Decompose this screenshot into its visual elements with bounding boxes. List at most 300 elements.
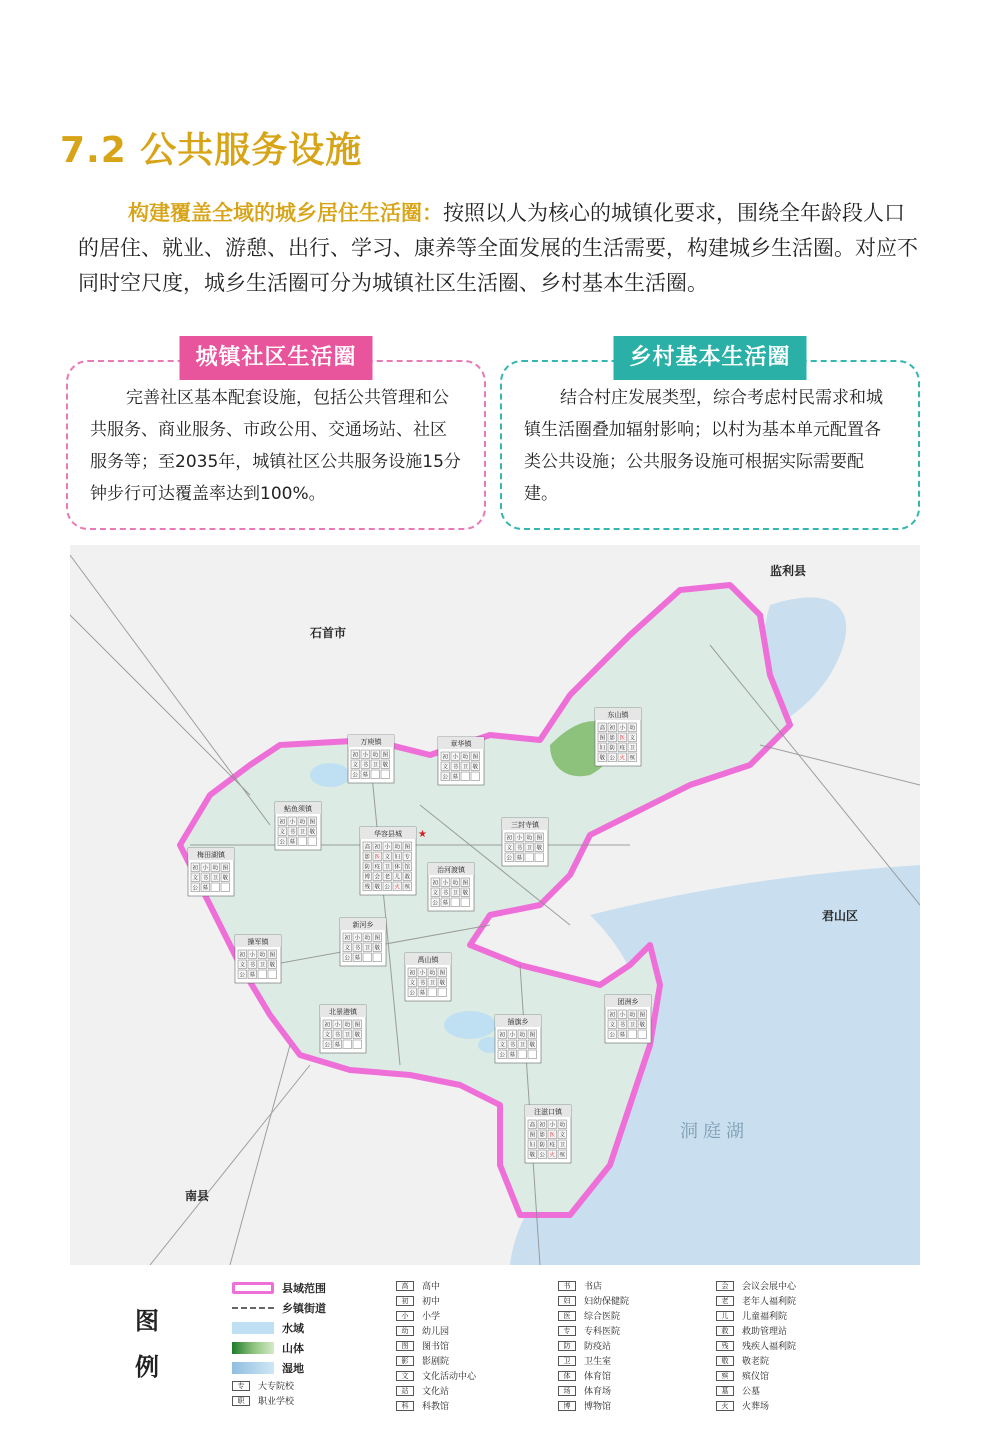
legend-col-3 [716,1278,796,1413]
facility-icon: 妇 [599,745,605,752]
facility-icon: 幼 [429,970,435,977]
facility-icon: 卫 [344,1032,350,1039]
facility-icon: 文 [344,945,350,952]
legend-item [396,1323,476,1338]
legend-symbol-icon: 幼 [396,1326,414,1336]
facility-cell [363,953,372,962]
facility-icon: 卫 [259,962,265,969]
facility-icon: 墓 [362,772,368,779]
town-facility-block [275,802,321,850]
facility-icon: 初 [324,1022,330,1029]
facility-icon: 敬 [529,1152,535,1159]
facility-icon: 儿 [394,874,400,881]
facility-icon: 书 [289,829,295,836]
facility-cell [461,772,470,781]
facility-icon: 卫 [462,764,468,771]
legend-label: 小学 [422,1312,441,1322]
legend-vocational: 职 职业学校 [232,1393,326,1408]
facility-icon: 馆 [404,864,410,871]
facility-icon: 敬 [462,890,468,897]
facility-icon: 公 [432,900,438,907]
legend-item [396,1383,476,1398]
facility-cell [211,883,220,892]
facility-icon: 文 [352,762,358,769]
facility-icon: 公 [279,839,285,846]
facility-icon: 文 [279,829,285,836]
facility-icon: 初 [239,952,245,959]
legend-label: 体育馆 [584,1372,612,1382]
facility-icon: 火 [394,884,400,891]
inland-lake-2 [444,1011,496,1039]
town-name-label: 禹山镇 [417,957,439,964]
neighbor-label-nanxian: 南县 [185,1189,210,1203]
facility-icon: 图 [354,1022,360,1029]
facility-icon: 敬 [439,980,445,987]
facility-icon: 小 [619,725,625,732]
legend-label: 初中 [422,1297,441,1307]
legend-symbol-icon: 初 [396,1296,414,1306]
facility-icon: 疫 [374,864,380,871]
legend-symbol-icon: 影 [396,1356,414,1366]
facility-icon: 书 [442,890,448,897]
legend-item [558,1338,629,1353]
town-name-label: 梅田湖镇 [197,852,225,859]
facility-icon: 公 [609,1032,615,1039]
facility-icon: 小 [289,819,295,826]
facility-icon: 图 [222,865,228,872]
facility-icon: 图 [404,844,410,851]
facility-icon: 图 [462,880,468,887]
facility-cell [308,837,317,846]
facility-icon: 敬 [599,755,605,762]
facility-icon: 小 [334,1022,340,1029]
facility-icon: 墓 [516,855,522,862]
facility-icon: 初 [374,844,380,851]
legend-item [396,1398,476,1413]
legend-label: 幼儿园 [422,1327,450,1337]
legend-label: 体育场 [584,1387,612,1397]
facility-icon: 幼 [526,835,532,842]
inland-lake-1 [310,763,350,787]
facility-icon: 火 [619,755,625,762]
legend-label: 卫生室 [584,1357,612,1367]
facility-icon: 医 [374,854,380,861]
legend-symbol-icon: 妇 [558,1296,576,1306]
legend-symbol-icon: 博 [558,1401,576,1411]
town-name-label: 治河渡镇 [437,867,465,874]
intro-paragraph [78,196,920,301]
facility-icon: 妇 [529,1142,535,1149]
facility-icon: 幼 [259,952,265,959]
facility-icon: 小 [384,844,390,851]
facility-icon: 公 [609,755,615,762]
facility-icon: 敬 [309,829,315,836]
town-facility-block [405,953,451,1001]
legend-item [716,1308,796,1323]
county-seat-star-icon: ★ [418,829,427,840]
facility-icon: 文 [409,980,415,987]
facility-icon: 书 [334,1032,340,1039]
legend-item [716,1353,796,1368]
facility-icon: 墓 [249,972,255,979]
facility-icon: 小 [354,935,360,942]
town-name-label: 操军镇 [247,939,269,946]
legend-label: 书店 [584,1282,603,1292]
legend-item [558,1293,629,1308]
facility-icon: 医 [549,1132,555,1139]
facility-icon: 图 [309,819,315,826]
facility-icon: 墓 [442,900,448,907]
legend-symbol-icon: 高 [396,1281,414,1291]
facility-cell [451,898,460,907]
legend-college: 专 大专院校 [232,1378,326,1393]
legend-label: 文化活动中心 [422,1372,477,1382]
facility-icon: 公 [442,774,448,781]
facility-icon: 妇 [394,854,400,861]
facility-icon: 书 [202,875,208,882]
facility-icon: 会 [374,874,380,881]
legend-item [716,1398,796,1413]
county-map [70,545,920,1265]
facility-icon: 公 [344,955,350,962]
facility-icon: 初 [352,752,358,759]
facility-icon: 老 [384,874,390,881]
legend-item [558,1368,629,1383]
facility-icon: 残 [364,884,370,891]
facility-cell [471,772,480,781]
facility-icon: 殡 [404,884,410,891]
town-name-label: 章华镇 [450,741,472,748]
legend-label: 博物馆 [584,1402,612,1412]
legend-water: 水域 [232,1318,326,1338]
facility-icon: 图 [472,754,478,761]
facility-icon: 墓 [619,1032,625,1039]
town-facility-block [360,827,416,895]
facility-icon: 幼 [364,935,370,942]
facility-icon: 敬 [222,875,228,882]
facility-icon: 幼 [629,725,635,732]
legend-symbol-icon: 残 [716,1341,734,1351]
facility-icon: 初 [506,835,512,842]
legend-item [716,1278,796,1293]
legend-symbol-icon: 专 [558,1326,576,1336]
facility-icon: 初 [499,1032,505,1039]
facility-icon: 初 [279,819,285,826]
facility-cell [373,953,382,962]
legend-item [558,1353,629,1368]
town-name-label: 万庾镇 [360,739,382,746]
town-name-label: 团洲乡 [617,999,639,1006]
legend-label: 影剧院 [422,1357,450,1367]
facility-icon: 公 [506,855,512,862]
legend-col-2 [558,1278,629,1413]
facility-icon: 小 [452,754,458,761]
town-name-label: 东山镇 [607,712,629,719]
facility-icon: 图 [382,752,388,759]
legend-item [396,1308,476,1323]
facility-icon: 防 [609,745,615,752]
facility-icon: 公 [352,772,358,779]
facility-icon: 墓 [419,990,425,997]
legend-symbol-icon: 火 [716,1401,734,1411]
facility-cell [258,970,267,979]
legend-label: 专科医院 [584,1327,621,1337]
legend-symbol-icon: 场 [558,1386,576,1396]
intro-text: 按照以人为核心的城镇化要求，围绕全年龄段人口的居住、就业、游憩、出行、学习、康养等全面发展的生活需要，构建城乡生活圈。对应不同时空尺度，城乡生活圈可分为城镇社区生活圈、乡村基本生活圈。 [78,201,918,295]
facility-icon: 医 [619,735,625,742]
facility-icon: 影 [364,854,370,861]
facility-icon: 公 [499,1052,505,1059]
legend-symbol-icon: 会 [716,1281,734,1291]
facility-icon: 卫 [364,945,370,952]
legend-item [716,1293,796,1308]
facility-cell [535,853,544,862]
facility-icon: 文 [629,735,635,742]
town-facility-block [320,1005,366,1053]
legend-symbol-icon: 殡 [716,1371,734,1381]
facility-cell [528,1050,537,1059]
facility-cell [343,1040,352,1049]
legend-symbol-icon: 儿 [716,1311,734,1321]
facility-icon: 卫 [384,864,390,871]
legend-county-boundary: 县域范围 [232,1278,326,1298]
town-circle-text: 完善社区基本配套设施，包括公共管理和公共服务、商业服务、市政公用、交通场站、社区服务等；至2035年，城镇社区公共服务设施15分钟步行可达覆盖率达到100%。 [90,388,461,504]
legend-label: 老年人福利院 [742,1297,797,1307]
town-facility-block [438,737,484,785]
legend-item [716,1338,796,1353]
facility-icon: 小 [419,970,425,977]
facility-icon: 初 [609,1012,615,1019]
map-canvas [70,545,920,1265]
town-name-label: 鲇鱼须镇 [284,806,312,813]
legend-label: 综合医院 [584,1312,621,1322]
legend-main-col [232,1278,326,1408]
town-facility-block [428,863,474,911]
facility-icon: 图 [439,970,445,977]
facility-icon: 卫 [629,1022,635,1029]
town-facility-block [235,935,281,983]
legend-symbol-icon: 防 [558,1341,576,1351]
facility-cell [518,1050,527,1059]
facility-icon: 幼 [519,1032,525,1039]
town-facility-block [188,848,234,896]
facility-cell [638,1030,647,1039]
facility-icon: 文 [506,845,512,852]
legend-symbol-icon: 体 [558,1371,576,1381]
facility-icon: 卫 [526,845,532,852]
facility-icon: 敬 [374,945,380,952]
legend-town-road: 乡镇街道 [232,1298,326,1318]
legend-symbol-icon: 老 [716,1296,734,1306]
facility-cell [353,1040,362,1049]
facility-icon: 图 [374,935,380,942]
facility-icon: 图 [529,1032,535,1039]
legend-symbol-icon: 医 [558,1311,576,1321]
legend-label: 防疫站 [584,1342,612,1352]
village-circle-tag: 乡村基本生活圈 [613,336,806,380]
facility-icon: 敬 [382,762,388,769]
intro-lead: 构建覆盖全域的城乡居住生活圈： [128,201,443,225]
facility-icon: 小 [619,1012,625,1019]
facility-cell [298,837,307,846]
facility-icon: 墓 [354,955,360,962]
legend-symbol-icon: 救 [716,1326,734,1336]
facility-icon: 初 [432,880,438,887]
facility-icon: 公 [324,1042,330,1049]
facility-icon: 公 [384,884,390,891]
legend-label: 会议会展中心 [742,1282,797,1292]
facility-icon: 小 [249,952,255,959]
village-circle-card [500,345,920,530]
map-legend [70,1268,920,1410]
legend-item [558,1278,629,1293]
town-name-label: 注滋口镇 [534,1109,562,1116]
facility-icon: 初 [609,725,615,732]
facility-icon: 高 [529,1122,535,1129]
facility-icon: 文 [559,1132,565,1139]
facility-icon: 初 [409,970,415,977]
legend-label: 文化站 [422,1387,450,1397]
facility-cell [381,770,390,779]
facility-icon: 小 [202,865,208,872]
facility-icon: 敬 [529,1042,535,1049]
facility-icon: 书 [354,945,360,952]
facility-icon: 防 [364,864,370,871]
facility-icon: 幼 [212,865,218,872]
legend-col-1 [396,1278,476,1413]
facility-icon: 小 [509,1032,515,1039]
section-title: 7.2 公共服务设施 [60,130,363,171]
village-circle-text: 结合村庄发展类型，综合考虑村民需求和城镇生活圈叠加辐射影响；以村为基本单元配置各类公共设施；公共服务设施可根据实际需要配建。 [524,388,883,504]
facility-icon: 图 [269,952,275,959]
facility-icon: 幼 [344,1022,350,1029]
facility-icon: 图 [599,735,605,742]
legend-symbol-icon: 小 [396,1311,414,1321]
facility-icon: 墓 [452,774,458,781]
town-facility-block [605,995,651,1043]
town-name-label: 北景港镇 [329,1009,357,1016]
legend-symbol-icon: 书 [558,1281,576,1291]
legend-item [716,1323,796,1338]
legend-item [716,1368,796,1383]
facility-icon: 敬 [639,1022,645,1029]
facility-icon: 文 [442,764,448,771]
facility-icon: 书 [419,980,425,987]
facility-cell [428,988,437,997]
legend-symbol-icon: 站 [396,1386,414,1396]
facility-cell [268,970,277,979]
facility-icon: 影 [539,1132,545,1139]
facility-cell [371,770,380,779]
facility-icon: 幼 [629,1012,635,1019]
legend-wetland: 湿地 [232,1358,326,1378]
legend-item [396,1293,476,1308]
facility-icon: 文 [192,875,198,882]
facility-icon: 敬 [374,884,380,891]
facility-icon: 敬 [269,962,275,969]
facility-icon: 救 [404,874,410,881]
facility-icon: 文 [609,1022,615,1029]
town-facility-block [340,918,386,966]
legend-item [558,1398,629,1413]
legend-symbol-icon: 卫 [558,1356,576,1366]
facility-icon: 文 [239,962,245,969]
legend-label: 高中 [422,1282,441,1292]
legend-item [396,1278,476,1293]
facility-icon: 书 [619,1022,625,1029]
neighbor-label-shishou: 石首市 [310,626,347,640]
facility-icon: 初 [539,1122,545,1129]
facility-icon: 图 [529,1132,535,1139]
facility-icon: 公 [409,990,415,997]
facility-icon: 幼 [462,754,468,761]
legend-label: 殡仪馆 [742,1372,770,1382]
town-facility-block [348,735,394,783]
legend-label: 残疾人福利院 [742,1342,797,1352]
facility-icon: 书 [249,962,255,969]
facility-icon: 卫 [629,745,635,752]
lake-label: 洞 庭 湖 [680,1121,745,1141]
facility-icon: 疫 [619,745,625,752]
facility-icon: 影 [609,735,615,742]
facility-icon: 幼 [452,880,458,887]
facility-icon: 卫 [452,890,458,897]
facility-icon: 小 [549,1122,555,1129]
legend-symbol-icon: 墓 [716,1386,734,1396]
facility-icon: 图 [536,835,542,842]
facility-cell [628,1030,637,1039]
facility-cell [461,898,470,907]
facility-icon: 卫 [372,762,378,769]
facility-icon: 专 [404,854,410,861]
facility-icon: 公 [239,972,245,979]
facility-icon: 初 [192,865,198,872]
facility-icon: 体 [394,864,400,871]
facility-icon: 墓 [509,1052,515,1059]
legend-symbol-icon: 文 [396,1371,414,1381]
facility-icon: 小 [362,752,368,759]
facility-icon: 图 [639,1012,645,1019]
town-facility-block [525,1105,571,1163]
facility-icon: 殡 [629,755,635,762]
legend-label: 儿童福利院 [742,1312,788,1322]
facility-icon: 初 [344,935,350,942]
legend-mountain: 山体 [232,1338,326,1358]
facility-icon: 墓 [202,885,208,892]
legend-item [716,1383,796,1398]
facility-cell [221,883,230,892]
town-circle-tag: 城镇社区生活圈 [179,336,372,380]
legend-label: 敬老院 [742,1357,770,1367]
legend-item [558,1383,629,1398]
facility-icon: 火 [549,1152,555,1159]
legend-title: 图例 [135,1307,159,1381]
facility-icon: 高 [599,725,605,732]
facility-icon: 殡 [559,1152,565,1159]
facility-icon: 初 [442,754,448,761]
town-name-label: 插旗乡 [507,1019,529,1026]
legend-label: 妇幼保健院 [584,1297,630,1307]
facility-icon: 墓 [334,1042,340,1049]
legend-symbol-icon: 图 [396,1341,414,1351]
town-facility-block [502,818,548,866]
facility-icon: 小 [442,880,448,887]
facility-icon: 文 [384,854,390,861]
facility-icon: 文 [499,1042,505,1049]
legend-item [558,1323,629,1338]
legend-item [558,1308,629,1323]
town-circle-card [66,345,486,530]
